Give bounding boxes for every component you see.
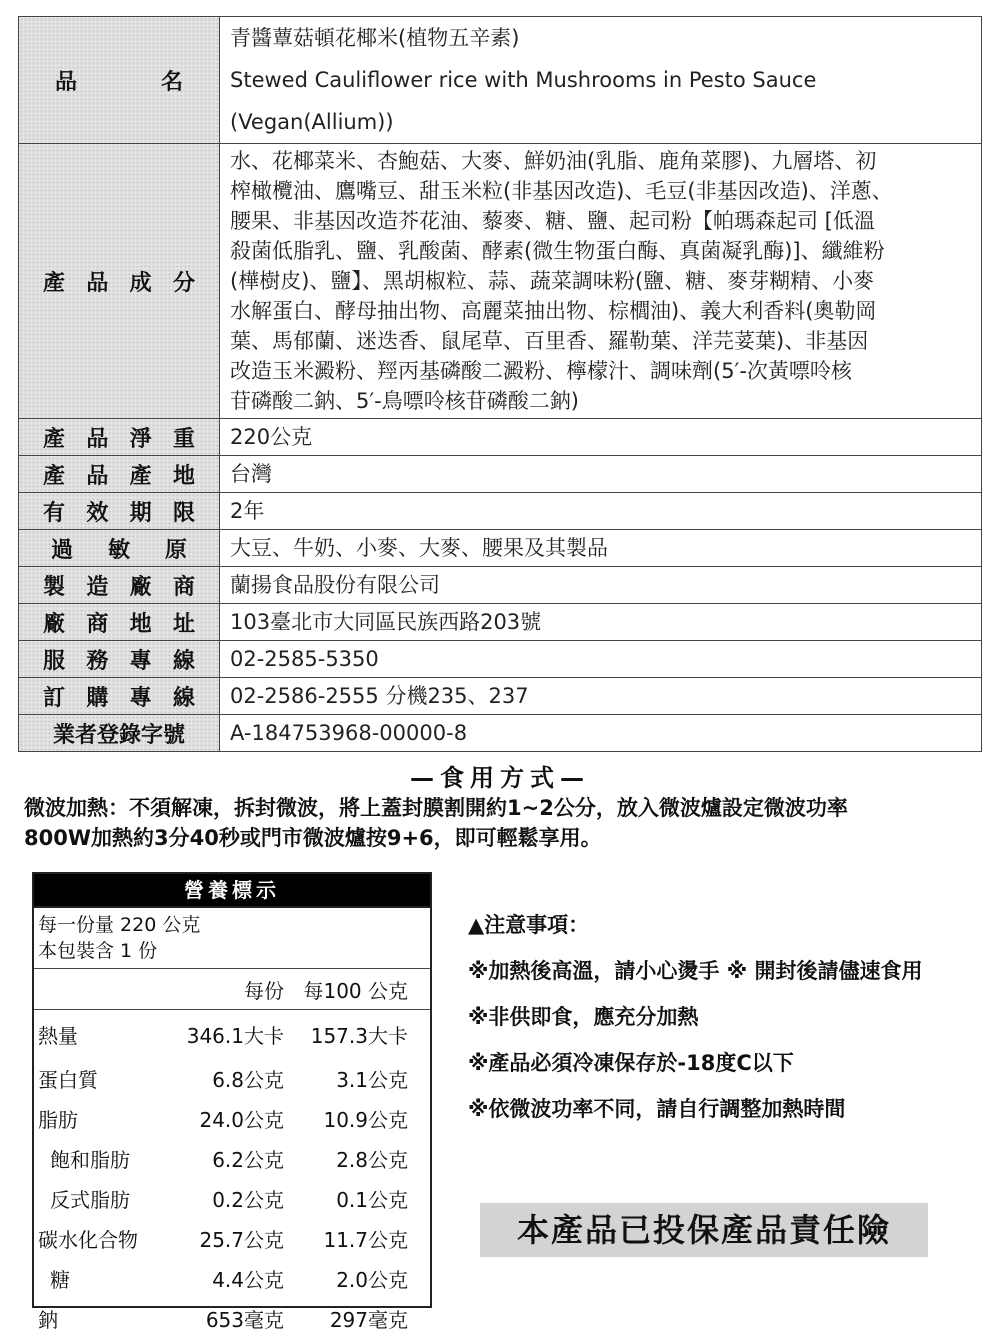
- spec-value-line: 改造玉米澱粉、羥丙基磷酸二澱粉、檸檬汁、調味劑(5′-次黃嘌呤核: [230, 359, 852, 383]
- nutrient-per-serving: 0.2公克: [212, 1187, 284, 1212]
- nutrition-facts-title: 營養標示: [34, 874, 430, 906]
- product-spec-table: [18, 16, 982, 752]
- spec-key: [19, 567, 220, 604]
- spec-key: [19, 530, 220, 567]
- nutrient-name: 反式脂肪: [50, 1187, 130, 1212]
- spec-key: [19, 715, 220, 752]
- col-per-100g: 每100 公克: [290, 969, 430, 1010]
- spec-value-line: 葉、馬郁蘭、迷迭香、鼠尾草、百里香、羅勒葉、洋芫荽葉)、非基因: [230, 329, 869, 353]
- serving-size: 每一份量 220 公克: [38, 914, 201, 936]
- nutrition-row: [34, 1138, 430, 1178]
- spec-row: [19, 567, 982, 604]
- nutrition-row: [34, 1298, 430, 1338]
- usage-method-line: 800W加熱約3分40秒或門市微波爐按9+6，即可輕鬆享用。: [24, 826, 602, 850]
- nutrient-per-serving: 6.8公克: [212, 1067, 284, 1092]
- spec-row: [19, 493, 982, 530]
- spec-value: 220公克: [220, 419, 982, 456]
- spec-value: 103臺北市大同區民族西路203號: [220, 604, 982, 641]
- nutrient-per-100g: 3.1公克: [336, 1067, 408, 1092]
- spec-value-line: 腰果、非基因改造芥花油、藜麥、糖、鹽、起司粉【帕瑪森起司 [低溫: [230, 209, 875, 233]
- spec-key: [19, 493, 220, 530]
- nutrition-facts-panel: [32, 872, 432, 1332]
- spec-row: [19, 641, 982, 678]
- col-per-serving: 每份: [156, 969, 290, 1010]
- nutrient-per-serving: 6.2公克: [212, 1147, 284, 1172]
- spec-row: [19, 419, 982, 456]
- nutrient-per-100g: 10.9公克: [323, 1107, 408, 1132]
- nutrition-row: [34, 1058, 430, 1098]
- nutrition-row: [34, 1258, 430, 1298]
- spec-value: 2年: [220, 493, 982, 530]
- nutrient-per-100g: 2.8公克: [336, 1147, 408, 1172]
- spec-key: [19, 641, 220, 678]
- nutrition-row: [34, 1178, 430, 1218]
- spec-value: [220, 144, 982, 419]
- spec-value: 蘭揚食品股份有限公司: [220, 567, 982, 604]
- spec-value-line: 苷磷酸二鈉、5′-鳥嘌呤核苷磷酸二鈉): [230, 389, 579, 413]
- nutrient-per-serving: 24.0公克: [199, 1107, 284, 1132]
- spec-value: 02-2585-5350: [220, 641, 982, 678]
- spec-row: [19, 604, 982, 641]
- nutrient-per-100g: 297毫克: [329, 1307, 408, 1332]
- spec-value: 02-2586-2555 分機235、237: [220, 678, 982, 715]
- spec-key-label: 製 造 廠 商: [43, 574, 195, 600]
- spec-key: [19, 419, 220, 456]
- spec-key-label: 過 敏 原: [51, 537, 187, 563]
- spec-key-label: 服 務 專 線: [43, 648, 195, 674]
- precaution-item: ※產品必須冷凍保存於-18度C以下: [468, 1051, 794, 1075]
- nutrient-per-100g: 2.0公克: [336, 1267, 408, 1292]
- nutrition-header-row: [34, 969, 430, 1010]
- liability-insurance-banner: 本產品已投保產品責任險: [480, 1203, 928, 1257]
- nutrient-per-serving: 4.4公克: [212, 1267, 284, 1292]
- nutrient-name: 碳水化合物: [38, 1227, 138, 1252]
- nutrient-per-serving: 346.1大卡: [186, 1023, 284, 1048]
- spec-key-label: 產 品 產 地: [43, 463, 195, 489]
- spec-key-label: 廠 商 地 址: [43, 611, 195, 637]
- spec-value-line: 殺菌低脂乳、鹽、乳酸菌、酵素(微生物蛋白酶、真菌凝乳酶)]、纖維粉: [230, 239, 885, 263]
- nutrient-name: 脂肪: [38, 1107, 78, 1132]
- spec-key-label: 品 名: [55, 69, 183, 95]
- precautions-title: ▲注意事項：: [468, 913, 590, 937]
- nutrient-per-serving: 25.7公克: [199, 1227, 284, 1252]
- nutrient-name: 鈉: [38, 1307, 58, 1332]
- nutrient-per-100g: 157.3大卡: [310, 1023, 408, 1048]
- spec-row: [19, 17, 982, 144]
- spec-value-line: (樺樹皮)、鹽】、黑胡椒粒、蒜、蔬菜調味粉(鹽、糖、麥芽糊精、小麥: [230, 269, 875, 293]
- nutrient-name: 熱量: [38, 1023, 78, 1048]
- spec-row: [19, 715, 982, 752]
- spec-value-line: Stewed Cauliflower rice with Mushrooms in Pesto Sauce: [230, 68, 817, 92]
- spec-row: [19, 678, 982, 715]
- spec-key: [19, 604, 220, 641]
- nutrient-name: 蛋白質: [38, 1067, 98, 1092]
- nutrition-row: [34, 1010, 430, 1059]
- spec-value-line: 青醬蕈菇頓花椰米(植物五辛素): [230, 26, 520, 50]
- usage-method-line: 微波加熱：不須解凍，拆封微波，將上蓋封膜割開約1~2公分，放入微波爐設定微波功率: [24, 796, 848, 820]
- nutrition-row: [34, 1098, 430, 1138]
- precaution-item: ※非供即食，應充分加熱: [468, 1005, 699, 1029]
- spec-key-label: 訂 購 專 線: [43, 685, 195, 711]
- spec-value: 大豆、牛奶、小麥、大麥、腰果及其製品: [220, 530, 982, 567]
- spec-key: [19, 456, 220, 493]
- nutrient-per-100g: 11.7公克: [323, 1227, 408, 1252]
- spec-key-label: 產 品 淨 重: [43, 426, 195, 452]
- spec-key-label: 產 品 成 分: [43, 270, 195, 296]
- nutrient-name: 飽和脂肪: [50, 1147, 130, 1172]
- nutrient-per-serving: 653毫克: [205, 1307, 284, 1332]
- nutrition-row: [34, 1218, 430, 1258]
- spec-value: 台灣: [220, 456, 982, 493]
- precaution-item: ※加熱後高溫，請小心燙手 ※ 開封後請儘速食用: [468, 959, 923, 983]
- spec-row: [19, 530, 982, 567]
- spec-key-label: 有 效 期 限: [43, 500, 195, 526]
- spec-value: A-184753968-00000-8: [220, 715, 982, 752]
- spec-key: [19, 678, 220, 715]
- spec-value-line: 水、花椰菜米、杏鮑菇、大麥、鮮奶油(乳脂、鹿角菜膠)、九層塔、初: [230, 149, 877, 173]
- spec-row: [19, 456, 982, 493]
- usage-method-text: [24, 793, 984, 853]
- spec-key-label: 業者登錄字號: [52, 722, 185, 748]
- spec-value: [220, 17, 982, 144]
- spec-row: [19, 144, 982, 419]
- nutrition-table: [34, 968, 430, 1338]
- spec-key: [19, 144, 220, 419]
- nutrition-serving-info: [34, 906, 430, 968]
- precautions: [468, 902, 988, 1132]
- usage-method-title: —食用方式—: [410, 764, 590, 792]
- spec-key: [19, 17, 220, 144]
- servings-per-package: 本包裝含 1 份: [38, 940, 158, 962]
- spec-value-line: (Vegan(Allium)): [230, 110, 394, 134]
- spec-value-line: 榨橄欖油、鷹嘴豆、甜玉米粒(非基因改造)、毛豆(非基因改造)、洋蔥、: [230, 179, 893, 203]
- spec-value-line: 水解蛋白、酵母抽出物、高麗菜抽出物、棕櫚油)、義大利香料(奧勒岡: [230, 299, 877, 323]
- nutrient-per-100g: 0.1公克: [336, 1187, 408, 1212]
- nutrient-name: 糖: [50, 1267, 70, 1292]
- precaution-item: ※依微波功率不同，請自行調整加熱時間: [468, 1097, 846, 1121]
